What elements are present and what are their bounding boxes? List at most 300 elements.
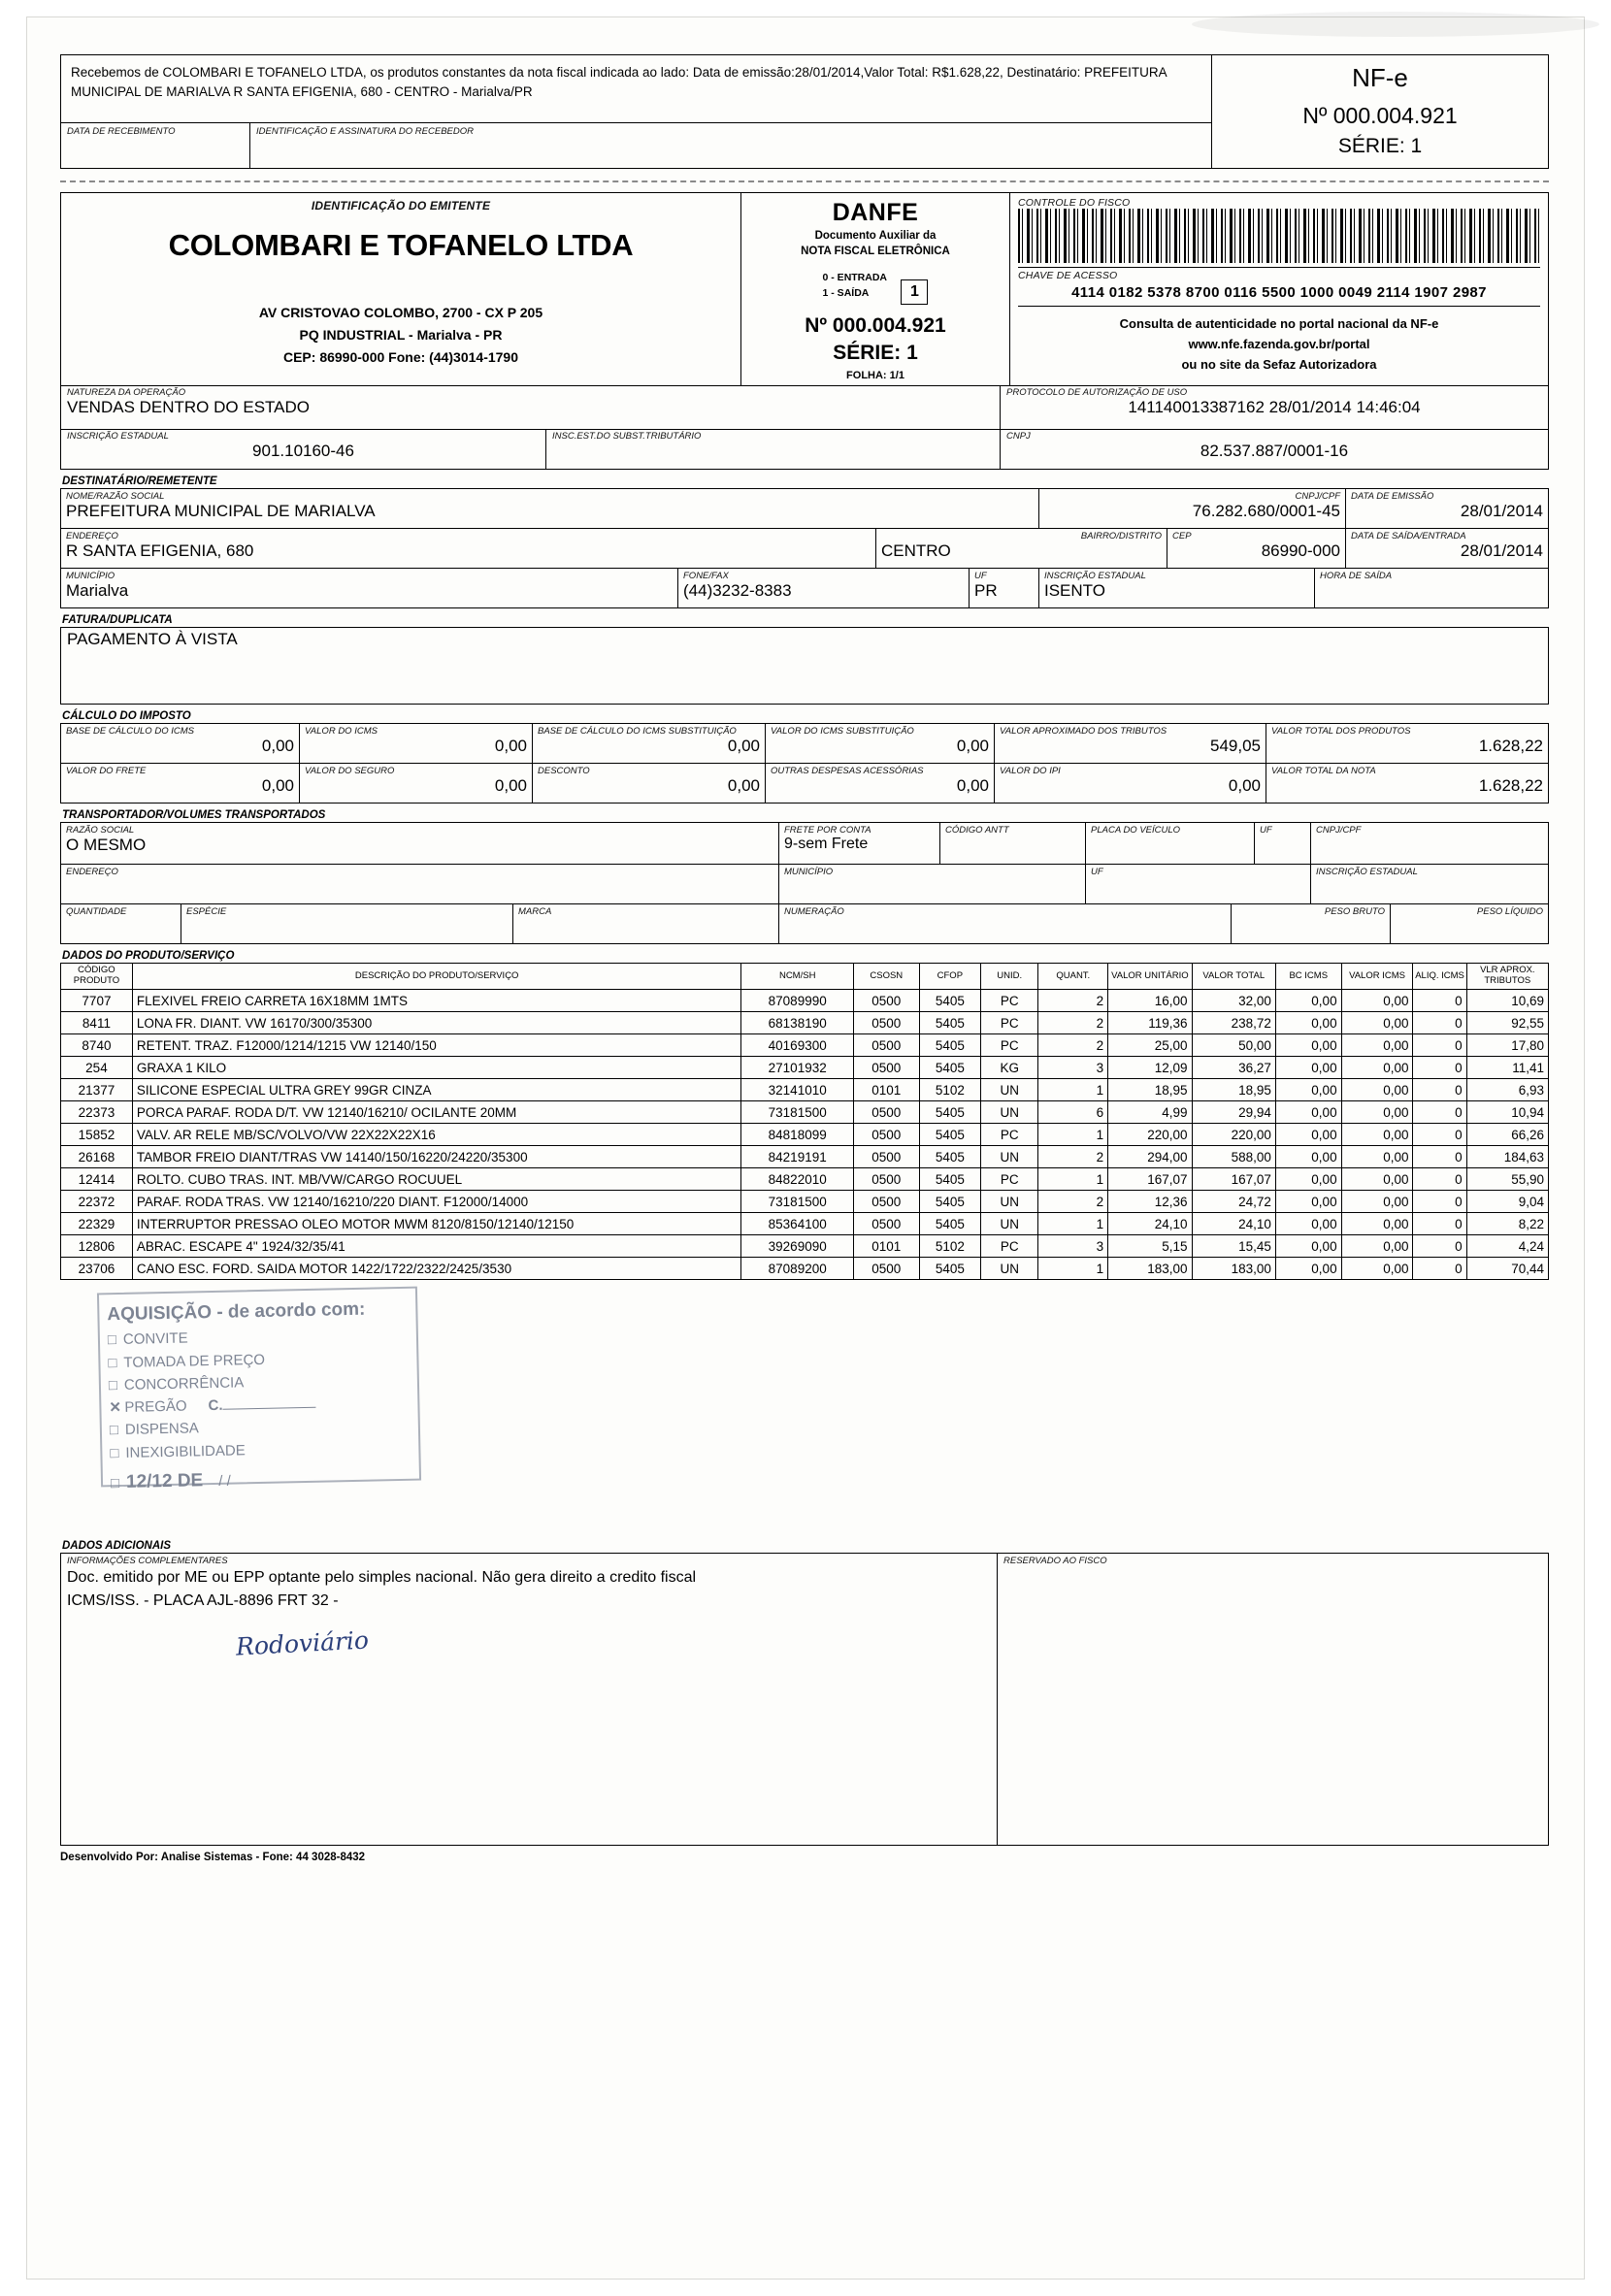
table-row — [61, 1235, 1549, 1258]
transp-marca-label: MARCA — [518, 906, 552, 918]
dest-cnpj-label: CNPJ/CPF — [1295, 491, 1340, 503]
cell-bc-icms: 0,00 — [1275, 1146, 1341, 1168]
imposto-l2-label-4: VALOR DO IPI — [1000, 766, 1061, 777]
cell-descricao: LONA FR. DIANT. VW 16170/300/35300 — [132, 1012, 741, 1034]
cell-quant: 1 — [1038, 1168, 1108, 1191]
th-quant: QUANT. — [1038, 964, 1108, 990]
cell-valor-total: 18,95 — [1192, 1079, 1275, 1101]
table-row — [61, 1079, 1549, 1101]
transp-frete-value: 9-sem Frete — [784, 836, 869, 853]
stamp-title: AQUISIÇÃO - de acordo com: — [107, 1298, 366, 1326]
emitter-address-2: PQ INDUSTRIAL - Marialva - PR — [299, 327, 503, 344]
cell-bc-icms: 0,00 — [1275, 1101, 1341, 1124]
cell-codigo: 254 — [61, 1057, 133, 1079]
imposto-l1-value-4: 549,05 — [1210, 737, 1261, 756]
cell-valor-unitario: 18,95 — [1108, 1079, 1192, 1101]
th-csosn: CSOSN — [853, 964, 919, 990]
cell-cfop: 5405 — [919, 1124, 980, 1146]
danfe-serie: SÉRIE: 1 — [833, 341, 918, 364]
cell-aliq-icms: 0 — [1413, 1079, 1466, 1101]
th-descricao: DESCRIÇÃO DO PRODUTO/SERVIÇO — [132, 964, 741, 990]
cell-valor-unitario: 12,09 — [1108, 1057, 1192, 1079]
cell-unid: UN — [981, 1101, 1038, 1124]
imposto-l1-value-2: 0,00 — [727, 737, 760, 756]
dest-municipio-label: MUNICÍPIO — [66, 571, 115, 582]
cell-ncm: 32141010 — [741, 1079, 854, 1101]
cell-valor-icms: 0,00 — [1341, 1012, 1413, 1034]
stamp-item-1: □ TOMADA DE PREÇO — [108, 1351, 266, 1372]
cell-aliq-icms: 0 — [1413, 1213, 1466, 1235]
table-row — [61, 990, 1549, 1012]
th-bc-icms: BC ICMS — [1275, 964, 1341, 990]
transp-especie-label: ESPÉCIE — [186, 906, 227, 918]
dest-ie-label: INSCRIÇÃO ESTADUAL — [1044, 571, 1146, 582]
danfe-sub-1: Documento Auxiliar da — [814, 230, 937, 242]
cell-unid: PC — [981, 1235, 1038, 1258]
imposto-section-title: CÁLCULO DO IMPOSTO — [62, 710, 191, 723]
natureza-label: NATUREZA DA OPERAÇÃO — [67, 387, 186, 399]
dest-nome-label: NOME/RAZÃO SOCIAL — [66, 491, 165, 503]
transp-uf-label: UF — [1260, 825, 1272, 836]
dest-municipio-value: Marialva — [66, 581, 129, 601]
cell-descricao: ABRAC. ESCAPE 4" 1924/32/35/41 — [132, 1235, 741, 1258]
cell-unid: UN — [981, 1213, 1038, 1235]
stamp-letter: C. — [208, 1397, 223, 1415]
cell-unid: UN — [981, 1191, 1038, 1213]
cell-valor-total: 238,72 — [1192, 1012, 1275, 1034]
cell-ncm: 68138190 — [741, 1012, 854, 1034]
cell-aliq-icms: 0 — [1413, 1101, 1466, 1124]
imposto-l1-label-0: BASE DE CÁLCULO DO ICMS — [66, 726, 194, 738]
imposto-l1-label-2: BASE DE CÁLCULO DO ICMS SUBSTITUIÇÃO — [538, 726, 737, 738]
inscricao-estadual-label: INSCRIÇÃO ESTADUAL — [67, 431, 169, 443]
info-complementares-line-1: Doc. emitido por ME ou EPP optante pelo simples nacional. Não gera direito a credito fiscal — [67, 1569, 697, 1587]
cell-valor-total: 29,94 — [1192, 1101, 1275, 1124]
cell-bc-icms: 0,00 — [1275, 1258, 1341, 1280]
table-row — [61, 1101, 1549, 1124]
cell-vlr-tributos: 10,69 — [1466, 990, 1548, 1012]
signature-area — [60, 1280, 1549, 1534]
cell-bc-icms: 0,00 — [1275, 1235, 1341, 1258]
identificacao-recebedor-label: IDENTIFICAÇÃO E ASSINATURA DO RECEBEDOR — [256, 126, 474, 137]
transp-razao-value: O MESMO — [66, 836, 147, 855]
cell-csosn: 0500 — [853, 1057, 919, 1079]
table-row — [61, 1124, 1549, 1146]
table-row — [61, 1168, 1549, 1191]
imposto-l1-value-1: 0,00 — [494, 737, 527, 756]
dest-data-emissao-label: DATA DE EMISSÃO — [1351, 491, 1434, 503]
cell-aliq-icms: 0 — [1413, 1034, 1466, 1057]
produtos-section-title: DADOS DO PRODUTO/SERVIÇO — [62, 950, 235, 963]
th-unid: UNID. — [981, 964, 1038, 990]
transportador-block — [60, 822, 1549, 944]
imposto-l2-value-1: 0,00 — [494, 776, 527, 796]
cell-csosn: 0101 — [853, 1235, 919, 1258]
cell-aliq-icms: 0 — [1413, 1235, 1466, 1258]
th-ncm: NCM/SH — [741, 964, 854, 990]
cell-vlr-tributos: 55,90 — [1466, 1168, 1548, 1191]
produtos-table — [60, 963, 1549, 1280]
cell-descricao: INTERRUPTOR PRESSAO OLEO MOTOR MWM 8120/8150/12140/12150 — [132, 1213, 741, 1235]
tear-line — [60, 180, 1549, 182]
cell-codigo: 12806 — [61, 1235, 133, 1258]
cell-quant: 2 — [1038, 1146, 1108, 1168]
transportador-section-title: TRANSPORTADOR/VOLUMES TRANSPORTADOS — [62, 809, 326, 822]
cell-valor-icms: 0,00 — [1341, 1034, 1413, 1057]
cell-valor-total: 588,00 — [1192, 1146, 1275, 1168]
cell-cfop: 5102 — [919, 1079, 980, 1101]
transp-cnpj-label: CNPJ/CPF — [1316, 825, 1362, 836]
cell-codigo: 8411 — [61, 1012, 133, 1034]
emitter-box — [61, 193, 741, 385]
cell-quant: 2 — [1038, 1191, 1108, 1213]
cell-descricao: VALV. AR RELE MB/SC/VOLVO/VW 22X22X22X16 — [132, 1124, 741, 1146]
th-cfop: CFOP — [919, 964, 980, 990]
cell-descricao: ROLTO. CUBO TRAS. INT. MB/VW/CARGO ROCUUEL — [132, 1168, 741, 1191]
transp-razao-label: RAZÃO SOCIAL — [66, 825, 135, 836]
inscricoes-row — [60, 430, 1549, 470]
imposto-l1-value-3: 0,00 — [956, 737, 989, 756]
danfe-entrada-label: 0 - ENTRADA — [822, 272, 888, 284]
cell-aliq-icms: 0 — [1413, 1168, 1466, 1191]
cell-valor-icms: 0,00 — [1341, 1258, 1413, 1280]
cell-valor-unitario: 167,07 — [1108, 1168, 1192, 1191]
transp-placa-label: PLACA DO VEÍCULO — [1091, 825, 1181, 836]
cell-bc-icms: 0,00 — [1275, 1124, 1341, 1146]
imposto-l2-label-5: VALOR TOTAL DA NOTA — [1271, 766, 1376, 777]
footer-text: Desenvolvido Por: Analise Sistemas - Fone: 44 3028-8432 — [60, 1852, 366, 1864]
cell-vlr-tributos: 17,80 — [1466, 1034, 1548, 1057]
cell-valor-unitario: 220,00 — [1108, 1124, 1192, 1146]
cell-valor-icms: 0,00 — [1341, 1079, 1413, 1101]
cell-unid: PC — [981, 1168, 1038, 1191]
cell-vlr-tributos: 6,93 — [1466, 1079, 1548, 1101]
fatura-block — [60, 627, 1549, 705]
cell-aliq-icms: 0 — [1413, 1124, 1466, 1146]
cell-vlr-tributos: 9,04 — [1466, 1191, 1548, 1213]
chave-acesso-label: CHAVE DE ACESSO — [1018, 270, 1118, 281]
cell-ncm: 84219191 — [741, 1146, 854, 1168]
dest-data-emissao-value: 28/01/2014 — [1460, 502, 1543, 521]
cell-vlr-tributos: 70,44 — [1466, 1258, 1548, 1280]
cell-codigo: 23706 — [61, 1258, 133, 1280]
cell-codigo: 26168 — [61, 1146, 133, 1168]
cell-csosn: 0500 — [853, 1146, 919, 1168]
cell-valor-total: 24,72 — [1192, 1191, 1275, 1213]
cell-valor-icms: 0,00 — [1341, 1101, 1413, 1124]
cell-csosn: 0101 — [853, 1079, 919, 1101]
cell-ncm: 85364100 — [741, 1213, 854, 1235]
fatura-section-title: FATURA/DUPLICATA — [62, 614, 173, 627]
cell-valor-icms: 0,00 — [1341, 1235, 1413, 1258]
cell-valor-icms: 0,00 — [1341, 1168, 1413, 1191]
cell-cfop: 5405 — [919, 1191, 980, 1213]
info-complementares-label: INFORMAÇÕES COMPLEMENTARES — [67, 1556, 228, 1567]
imposto-l2-value-3: 0,00 — [956, 776, 989, 796]
scanned-sheet — [27, 17, 1584, 2279]
barcode-image — [1018, 209, 1540, 263]
cell-unid: UN — [981, 1146, 1038, 1168]
cell-quant: 1 — [1038, 1213, 1108, 1235]
cell-quant: 1 — [1038, 1079, 1108, 1101]
nfe-number: Nº 000.004.921 — [1302, 103, 1458, 128]
danfe-folha: FOLHA: 1/1 — [846, 370, 904, 382]
nfe-serie: SÉRIE: 1 — [1337, 135, 1423, 157]
danfe-document — [60, 54, 1549, 1863]
table-row — [61, 1012, 1549, 1034]
cell-valor-total: 15,45 — [1192, 1235, 1275, 1258]
dest-endereco-label: ENDEREÇO — [66, 531, 118, 542]
stamp-item-label-2: CONCORRÊNCIA — [123, 1374, 245, 1394]
cell-unid: PC — [981, 1124, 1038, 1146]
transp-peso-liquido-label: PESO LÍQUIDO — [1476, 906, 1543, 918]
cnpj-emitente-label: CNPJ — [1006, 431, 1031, 443]
cell-valor-total: 24,10 — [1192, 1213, 1275, 1235]
cell-codigo: 22373 — [61, 1101, 133, 1124]
danfe-saida-label: 1 - SAÍDA — [822, 286, 870, 299]
reservado-fisco-label: RESERVADO AO FISCO — [1003, 1556, 1107, 1567]
cell-bc-icms: 0,00 — [1275, 1034, 1341, 1057]
stamp-item-label-1: TOMADA DE PREÇO — [123, 1351, 266, 1371]
emitter-danfe-block — [60, 192, 1549, 386]
cnpj-emitente-value: 82.537.887/0001-16 — [1200, 442, 1349, 461]
imposto-l2-label-3: OUTRAS DESPESAS ACESSÓRIAS — [771, 766, 924, 777]
transp-uf2-label: UF — [1091, 867, 1103, 878]
cell-quant: 3 — [1038, 1057, 1108, 1079]
cell-valor-unitario: 294,00 — [1108, 1146, 1192, 1168]
stamp-item-label-3: PREGÃO — [124, 1397, 187, 1417]
cell-valor-icms: 0,00 — [1341, 990, 1413, 1012]
cell-ncm: 40169300 — [741, 1034, 854, 1057]
protocolo-label: PROTOCOLO DE AUTORIZAÇÃO DE USO — [1006, 387, 1188, 399]
cell-vlr-tributos: 11,41 — [1466, 1057, 1548, 1079]
cell-vlr-tributos: 8,22 — [1466, 1213, 1548, 1235]
th-valor-unitario: VALOR UNITÁRIO — [1108, 964, 1192, 990]
imposto-l1-label-4: VALOR APROXIMADO DOS TRIBUTOS — [1000, 726, 1167, 738]
imposto-l2-label-1: VALOR DO SEGURO — [305, 766, 395, 777]
consulta-line-2: www.nfe.fazenda.gov.br/portal — [1188, 336, 1370, 351]
dest-uf-label: UF — [974, 571, 987, 582]
acquisition-stamp: AQUISIÇÃO - de acordo com: □ CONVITE □ TOMADA DE PREÇO □ CONCORRÊNCIA ✕ PREGÃO C. □ DISPENSA □ INEXIGIBILIDADE □ 12/12 DE / / — [97, 1287, 421, 1488]
dest-ie-value: ISENTO — [1044, 581, 1105, 601]
cell-ncm: 27101932 — [741, 1057, 854, 1079]
cell-csosn: 0500 — [853, 1191, 919, 1213]
recibo-text: Recebemos de COLOMBARI E TOFANELO LTDA, os produtos constantes da nota fiscal indicada ao lado: Data de emissão:28/01/2014,Valor Total: R$1.628,22, Destinatário: PREFEITURA MUNICIPAL DE MARIALVA R SANTA EFIGENIA, 680 - CENTRO - Marialva/PR — [71, 65, 1167, 99]
cell-vlr-tributos: 10,94 — [1466, 1101, 1548, 1124]
imposto-l1-value-5: 1.628,22 — [1478, 737, 1543, 756]
cell-descricao: CANO ESC. FORD. SAIDA MOTOR 1422/1722/2322/2425/3530 — [132, 1258, 741, 1280]
cell-valor-total: 167,07 — [1192, 1168, 1275, 1191]
imposto-l1-value-0: 0,00 — [261, 737, 294, 756]
transp-quantidade-label: QUANTIDADE — [66, 906, 127, 918]
emitter-title: IDENTIFICAÇÃO DO EMITENTE — [311, 199, 491, 213]
cell-csosn: 0500 — [853, 1012, 919, 1034]
imposto-l2-value-0: 0,00 — [261, 776, 294, 796]
cell-valor-icms: 0,00 — [1341, 1124, 1413, 1146]
cell-descricao: PARAF. RODA TRAS. VW 12140/16210/220 DIANT. F12000/14000 — [132, 1191, 741, 1213]
cell-descricao: PORCA PARAF. RODA D/T. VW 12140/16210/ OCILANTE 20MM — [132, 1101, 741, 1124]
danfe-number: Nº 000.004.921 — [805, 313, 946, 337]
th-codigo: CÓDIGO PRODUTO — [61, 964, 133, 990]
cell-codigo: 8740 — [61, 1034, 133, 1057]
table-row — [61, 1146, 1549, 1168]
stamp-number: 12/12 DE — [125, 1470, 204, 1492]
cell-cfop: 5405 — [919, 1146, 980, 1168]
dest-data-saida-label: DATA DE SAÍDA/ENTRADA — [1351, 531, 1466, 542]
cell-codigo: 22329 — [61, 1213, 133, 1235]
stamp-item-label-0: CONVITE — [122, 1330, 188, 1349]
cell-csosn: 0500 — [853, 1213, 919, 1235]
cell-aliq-icms: 0 — [1413, 1057, 1466, 1079]
cell-aliq-icms: 0 — [1413, 1146, 1466, 1168]
cell-quant: 1 — [1038, 1258, 1108, 1280]
natureza-value: VENDAS DENTRO DO ESTADO — [67, 398, 310, 417]
cell-vlr-tributos: 184,63 — [1466, 1146, 1548, 1168]
imposto-l1-label-5: VALOR TOTAL DOS PRODUTOS — [1271, 726, 1411, 738]
emitter-address-3: CEP: 86990-000 Fone: (44)3014-1790 — [282, 349, 519, 366]
emitter-address-1: AV CRISTOVAO COLOMBO, 2700 - CX P 205 — [258, 305, 543, 320]
transp-ie-label: INSCRIÇÃO ESTADUAL — [1316, 867, 1418, 878]
cell-aliq-icms: 0 — [1413, 1191, 1466, 1213]
cell-cfop: 5102 — [919, 1235, 980, 1258]
dest-hora-label: HORA DE SAÍDA — [1320, 571, 1393, 582]
danfe-box — [741, 193, 1010, 385]
transp-peso-bruto-label: PESO BRUTO — [1324, 906, 1385, 918]
th-valor-icms: VALOR ICMS — [1341, 964, 1413, 990]
cell-bc-icms: 0,00 — [1275, 1057, 1341, 1079]
cell-quant: 3 — [1038, 1235, 1108, 1258]
cell-vlr-tributos: 92,55 — [1466, 1012, 1548, 1034]
cell-bc-icms: 0,00 — [1275, 1191, 1341, 1213]
th-valor-total: VALOR TOTAL — [1192, 964, 1275, 990]
cell-bc-icms: 0,00 — [1275, 990, 1341, 1012]
natureza-protocolo-row — [60, 386, 1549, 430]
imposto-block — [60, 723, 1549, 804]
cell-quant: 2 — [1038, 1034, 1108, 1057]
cell-valor-total: 183,00 — [1192, 1258, 1275, 1280]
danfe-tipo-box: 1 — [901, 279, 928, 305]
cell-csosn: 0500 — [853, 1124, 919, 1146]
chave-acesso-value: 4114 0182 5378 8700 0116 5500 1000 0049 2114 1907 2987 — [1071, 284, 1487, 301]
cell-csosn: 0500 — [853, 1101, 919, 1124]
cell-unid: PC — [981, 1012, 1038, 1034]
cell-valor-unitario: 119,36 — [1108, 1012, 1192, 1034]
cell-codigo: 12414 — [61, 1168, 133, 1191]
cell-valor-unitario: 24,10 — [1108, 1213, 1192, 1235]
controle-fisco-label: CONTROLE DO FISCO — [1018, 197, 1131, 209]
cell-valor-total: 220,00 — [1192, 1124, 1275, 1146]
imposto-l1-label-1: VALOR DO ICMS — [305, 726, 378, 738]
emitter-name: COLOMBARI E TOFANELO LTDA — [168, 228, 634, 262]
dest-bairro-value: CENTRO — [881, 541, 951, 561]
recibo-strip — [60, 54, 1549, 169]
cell-descricao: SILICONE ESPECIAL ULTRA GREY 99GR CINZA — [132, 1079, 741, 1101]
cell-valor-unitario: 12,36 — [1108, 1191, 1192, 1213]
cell-cfop: 5405 — [919, 1101, 980, 1124]
table-row — [61, 1258, 1549, 1280]
cell-quant: 2 — [1038, 990, 1108, 1012]
inscricao-subst-label: INSC.EST.DO SUBST.TRIBUTÁRIO — [552, 431, 702, 443]
cell-valor-total: 50,00 — [1192, 1034, 1275, 1057]
stamp-item-label-5: INEXIGIBILIDADE — [125, 1442, 246, 1461]
cell-bc-icms: 0,00 — [1275, 1012, 1341, 1034]
cell-ncm: 73181500 — [741, 1101, 854, 1124]
dest-cep-value: 86990-000 — [1261, 541, 1340, 561]
imposto-l2-label-2: DESCONTO — [538, 766, 590, 777]
adicionais-block — [60, 1553, 1549, 1846]
signature-rubric: Rodoviário — [235, 1625, 370, 1661]
cell-valor-unitario: 25,00 — [1108, 1034, 1192, 1057]
cell-bc-icms: 0,00 — [1275, 1213, 1341, 1235]
cell-cfop: 5405 — [919, 990, 980, 1012]
cell-codigo: 22372 — [61, 1191, 133, 1213]
data-recebimento-label: DATA DE RECEBIMENTO — [67, 126, 176, 137]
stamp-item-0: □ CONVITE — [107, 1330, 188, 1349]
cell-ncm: 84822010 — [741, 1168, 854, 1191]
cell-valor-total: 32,00 — [1192, 990, 1275, 1012]
cell-codigo: 7707 — [61, 990, 133, 1012]
cell-valor-total: 36,27 — [1192, 1057, 1275, 1079]
stamp-item-label-4: DISPENSA — [124, 1420, 199, 1439]
imposto-l2-label-0: VALOR DO FRETE — [66, 766, 147, 777]
cell-cfop: 5405 — [919, 1168, 980, 1191]
cell-csosn: 0500 — [853, 1168, 919, 1191]
cell-valor-icms: 0,00 — [1341, 1057, 1413, 1079]
table-row — [61, 1057, 1549, 1079]
imposto-l2-value-4: 0,00 — [1228, 776, 1261, 796]
stamp-item-2: □ CONCORRÊNCIA — [108, 1374, 245, 1394]
stamp-item-5: □ INEXIGIBILIDADE — [110, 1442, 246, 1461]
inscricao-estadual-value: 901.10160-46 — [252, 442, 354, 461]
stamp-item-3: ✕ PREGÃO C. — [109, 1391, 410, 1420]
table-row — [61, 1213, 1549, 1235]
cell-ncm: 73181500 — [741, 1191, 854, 1213]
dest-uf-value: PR — [974, 581, 998, 601]
dest-fone-value: (44)3232-8383 — [683, 581, 792, 601]
cell-ncm: 39269090 — [741, 1235, 854, 1258]
cell-descricao: FLEXIVEL FREIO CARRETA 16X18MM 1MTS — [132, 990, 741, 1012]
table-row — [61, 1191, 1549, 1213]
cell-unid: PC — [981, 990, 1038, 1012]
transp-numeracao-label: NUMERAÇÃO — [784, 906, 844, 918]
protocolo-value: 141140013387162 28/01/2014 14:46:04 — [1128, 398, 1421, 417]
dest-fone-label: FONE/FAX — [683, 571, 729, 582]
consulta-line-1: Consulta de autenticidade no portal nacional da NF-e — [1119, 316, 1439, 331]
dest-data-saida-value: 28/01/2014 — [1460, 541, 1543, 561]
cell-unid: KG — [981, 1057, 1038, 1079]
cell-ncm: 84818099 — [741, 1124, 854, 1146]
cell-valor-icms: 0,00 — [1341, 1213, 1413, 1235]
cell-ncm: 87089200 — [741, 1258, 854, 1280]
danfe-sub-2: NOTA FISCAL ELETRÔNICA — [801, 245, 950, 257]
destinatario-section-title: DESTINATÁRIO/REMETENTE — [62, 476, 217, 488]
cell-unid: UN — [981, 1258, 1038, 1280]
cell-ncm: 87089990 — [741, 990, 854, 1012]
fatura-text: PAGAMENTO À VISTA — [67, 630, 238, 649]
cell-descricao: GRAXA 1 KILO — [132, 1057, 741, 1079]
cell-valor-unitario: 183,00 — [1108, 1258, 1192, 1280]
transp-antt-label: CÓDIGO ANTT — [945, 825, 1009, 836]
cell-cfop: 5405 — [919, 1057, 980, 1079]
stamp-date: / / — [218, 1472, 231, 1490]
th-vlr-tributos: VLR APROX. TRIBUTOS — [1466, 964, 1548, 990]
dest-cep-label: CEP — [1172, 531, 1192, 542]
cell-descricao: TAMBOR FREIO DIANT/TRAS VW 14140/150/16220/24220/35300 — [132, 1146, 741, 1168]
cell-bc-icms: 0,00 — [1275, 1168, 1341, 1191]
info-complementares-line-2: ICMS/ISS. - PLACA AJL-8896 FRT 32 - — [67, 1592, 339, 1610]
dest-endereco-value: R SANTA EFIGENIA, 680 — [66, 541, 254, 561]
cell-quant: 2 — [1038, 1012, 1108, 1034]
